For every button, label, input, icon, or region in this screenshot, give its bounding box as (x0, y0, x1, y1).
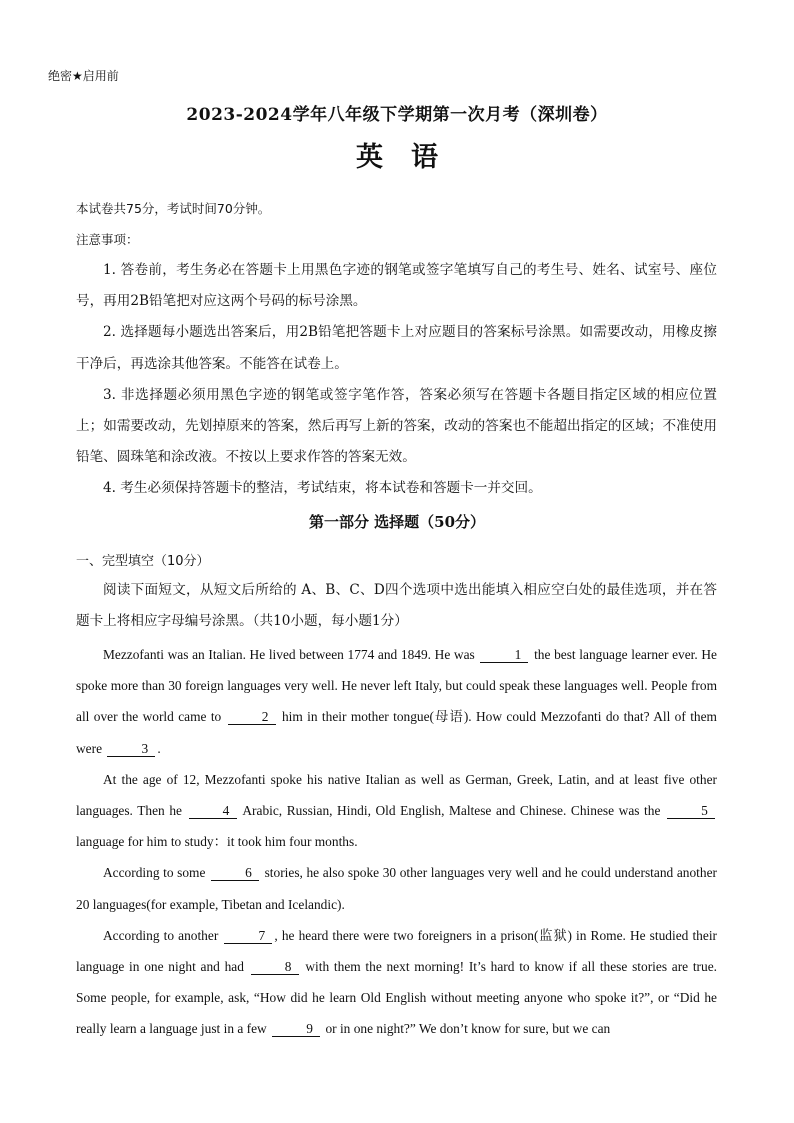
notes-heading: 注意事项： (76, 232, 139, 247)
passage-text: According to some (103, 865, 206, 881)
blank-8: 8 (251, 960, 299, 975)
passage-text: stories, he also spoke 30 other languages very well and he could understand another 20 languages(for example, Tibetan and Icelandic). (76, 865, 717, 912)
instructions (76, 575, 717, 637)
section-title: 一、完型填空（10分） (76, 554, 210, 569)
note-item: 3. 非选择题必须用黑色字迹的钢笔或签字笔作答，答案必须写在答题卡各题目指定区域的相应位置上；如需要改动，先划掉原来的答案，然后再写上新的答案，改动的答案也不能超出指定的区域；不准使用铅笔、圆珠笔和涂改液。不按以上要求作答的答案无效。 (76, 386, 717, 466)
blank-4: 4 (189, 804, 237, 819)
passage-paragraph (76, 920, 717, 1045)
note-item: 4. 考生必须保持答题卡的整洁，考试结束，将本试卷和答题卡一并交回。 (103, 480, 542, 497)
notes-list (76, 255, 717, 505)
passage-text: him in their mother tongue(母语). How could Mezzofanti do that? All of them were (76, 709, 717, 756)
blank-5: 5 (667, 804, 715, 819)
passage-text: Arabic, Russian, Hindi, Old English, Maltese and Chinese. Chinese was the (242, 803, 661, 819)
instructions-text: 阅读下面短文，从短文后所给的 A、B、C、D四个选项中选出能填入相应空白处的最佳选项，并在答题卡上将相应字母编号涂黑。（共10小题，每小题1分） (76, 582, 717, 629)
blank-3: 3 (107, 742, 155, 757)
passage-text: At the age of 12, Mezzofanti spoke his native Italian as well as German, Greek, Latin, and at least five other languages. Then he (76, 771, 717, 819)
passage-text: . (157, 740, 161, 756)
confidential-label: 绝密★启用前 (48, 69, 119, 83)
passage-text: Mezzofanti was an Italian. He lived between 1774 and 1849. He was (103, 647, 475, 662)
passage-paragraph (76, 764, 717, 858)
cloze-passage (76, 639, 717, 1045)
subject-title: 英语 (356, 142, 466, 173)
passage-text: or in one night?” We don’t know for sure, but we can (325, 1021, 611, 1037)
passage-text: language for him to study：it took him four months. (76, 834, 358, 850)
passage-text: , he heard there were two foreigners in a prison(监狱) in Rome. He studied their language in one night and had (76, 927, 717, 975)
note-item: 1. 答卷前，考生务必在答题卡上用黑色字迹的钢笔或签字笔填写自己的考生号、姓名、试室号、座位号，再用2B铅笔把对应这两个号码的标号涂黑。 (76, 262, 717, 310)
note-item: 2. 选择题每小题选出答案后，用2B铅笔把答题卡上对应题目的答案标号涂黑。如需要改动，用橡皮擦干净后，再选涂其他答案。不能答在试卷上。 (76, 324, 717, 372)
blank-2: 2 (228, 710, 276, 725)
passage-paragraph (76, 639, 717, 764)
part-title: 第一部分 选择题（50分） (308, 513, 486, 531)
exam-info: 本试卷共75分，考试时间70分钟。 (76, 201, 271, 216)
blank-6: 6 (211, 866, 259, 881)
blank-7: 7 (224, 929, 272, 944)
passage-text: According to another (103, 927, 219, 943)
passage-paragraph (76, 857, 717, 919)
blank-1: 1 (480, 648, 528, 663)
passage-text: the best language learner ever. He spoke more than 30 foreign languages very well. He never left Italy, but could speak these languages well. People from all over the world came to (76, 647, 717, 725)
exam-title: 2023-2024学年八年级下学期第一次月考（深圳卷） (186, 105, 608, 125)
blank-9: 9 (272, 1022, 320, 1037)
passage-text: with them the next morning! It’s hard to know if all these stories are true. Some people, for example, ask, “How did he learn Old English without meeting anyone who spoke it?”, or “Did he really learn a language just in a few (76, 959, 717, 1037)
